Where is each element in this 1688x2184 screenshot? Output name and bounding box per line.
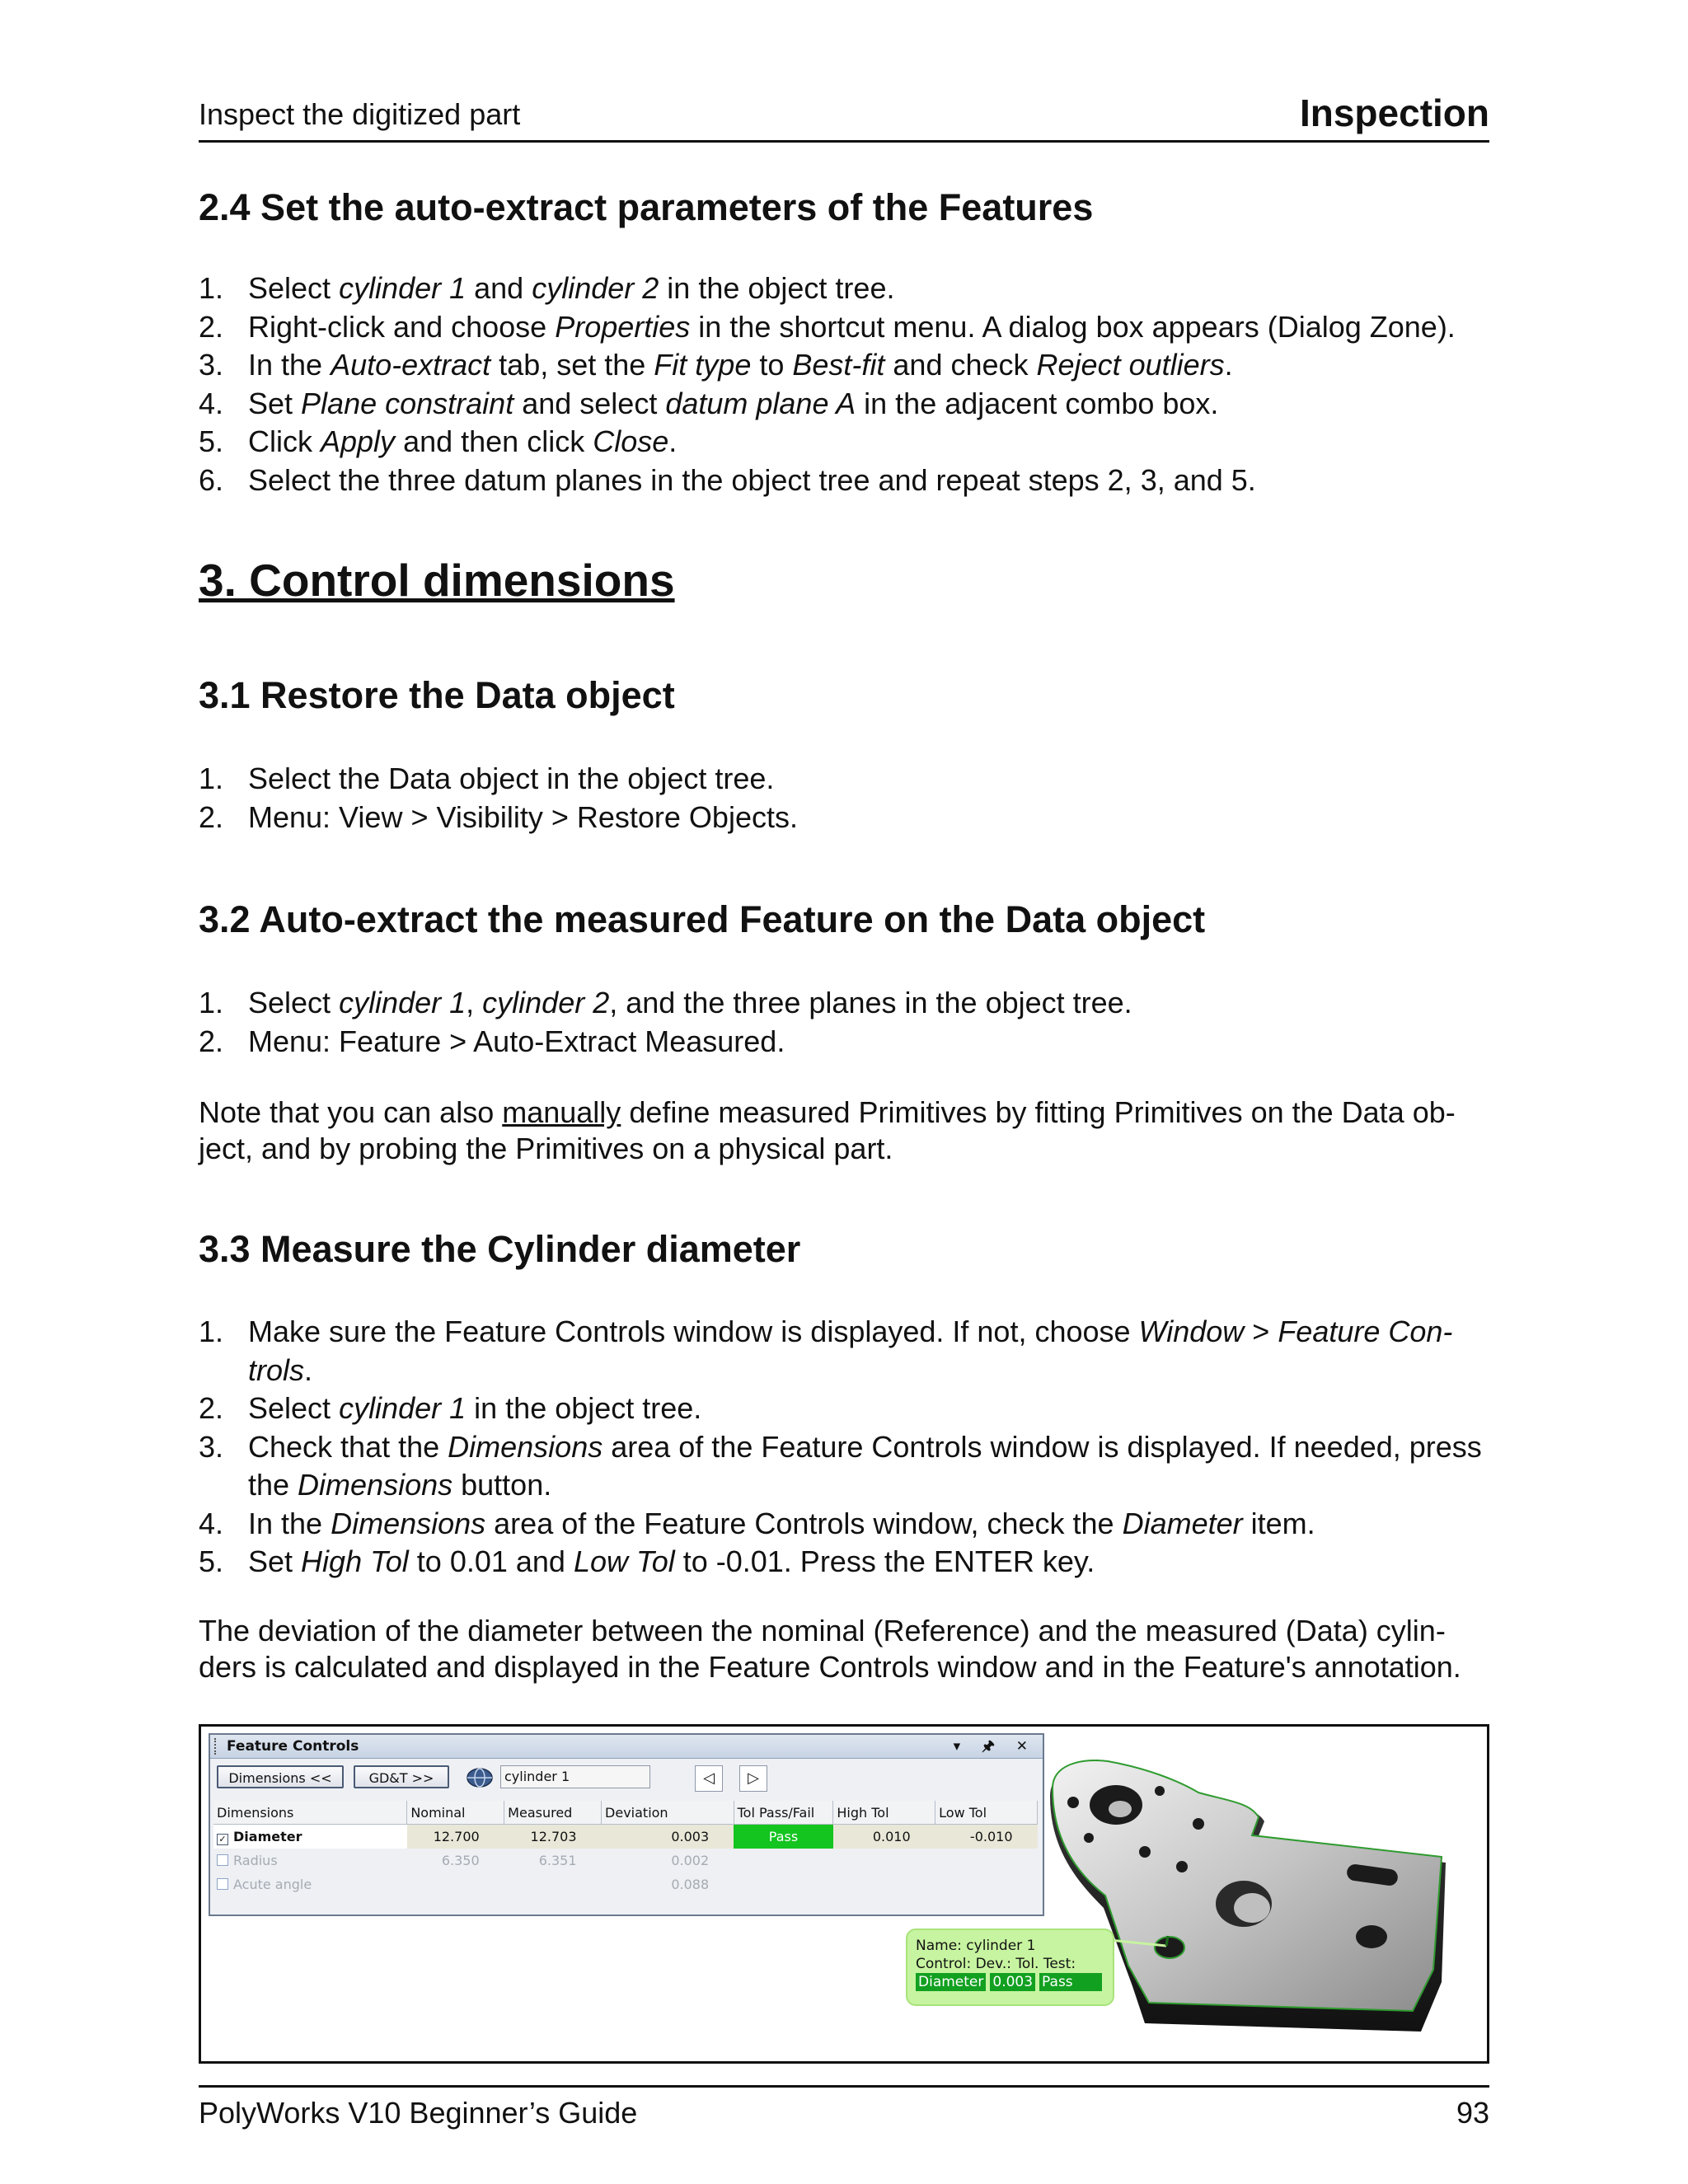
step-number: 2. [199,1024,224,1058]
step-number: 1. [199,271,224,305]
column-header[interactable]: Nominal [407,1801,504,1825]
annotation-dev-label: Dev.: [975,1956,1012,1972]
cylinder-icon[interactable] [466,1767,494,1788]
list-item: 3. In the Auto-extract tab, set the Fit type to Best-fit and check Reject outliers. [199,346,1489,385]
heading-3-3: 3.3 Measure the Cylinder diameter [199,1228,801,1270]
small-hole [1155,1786,1165,1796]
column-header[interactable]: Measured [504,1801,602,1825]
table-row[interactable] [213,1825,1038,1849]
list-item: 4. Set Plane constraint and select datum plane A in the adjacent combo box. [199,385,1489,424]
heading-3-1: 3.1 Restore the Data object [199,674,675,716]
small-hole [1193,1818,1204,1830]
gdt-button[interactable]: GD&T >> [354,1765,449,1788]
steps-3-1 [199,760,1489,837]
annotation-name-label: Name: [916,1938,962,1954]
annotation-control-label: Control: [916,1956,972,1972]
nominal-cell: 12.700 [407,1825,504,1849]
small-hole [1084,1833,1094,1843]
column-header[interactable]: Deviation [602,1801,734,1825]
object-name-field[interactable]: cylinder 1 [500,1765,650,1788]
steps-3-3 [199,1313,1489,1582]
small-hole [1176,1861,1188,1872]
pass-fail-cell: Pass [734,1825,833,1849]
previous-feature-button[interactable]: ◁ [695,1765,723,1792]
diameter-checkbox[interactable]: ✓ [217,1834,228,1845]
list-item: 1. Select cylinder 1, cylinder 2, and the three planes in the object tree. [199,984,1489,1023]
feature-annotation[interactable] [906,1929,1114,2006]
grip-icon[interactable] [214,1738,219,1755]
deviation-cell: 0.088 [671,1877,710,1892]
low-tol-cell[interactable] [935,1849,1038,1872]
table-row[interactable] [213,1872,1038,1896]
small-hole [1139,1846,1151,1858]
measured-cell: 12.703 [504,1825,602,1849]
annotation-control-value: Diameter [916,1973,986,1991]
list-item: 4. In the Dimensions area of the Feature Controls window, check the Diameter item. [199,1505,1489,1544]
table-row[interactable] [213,1849,1038,1872]
measured-cell: 6.351 [538,1853,577,1868]
annotation-dev-value: 0.003 [990,1973,1035,1991]
low-tol-cell[interactable]: -0.010 [935,1825,1038,1849]
row-name: Radius [233,1853,278,1868]
list-item: 2. Menu: View > Visibility > Restore Objects. [199,799,1489,837]
list-item: 1. Select the Data object in the object tree. [199,760,1489,799]
steps-2-4 [199,269,1489,499]
step-number: 1. [199,762,224,795]
list-item: 2. Select cylinder 1 in the object tree. [199,1390,1489,1428]
window-title: Feature Controls [227,1738,359,1755]
list-item: 6. Select the three datum planes in the object tree and repeat steps 2, 3, and 5. [199,462,1489,500]
small-hole [1067,1797,1079,1808]
high-tol-cell[interactable] [833,1872,935,1896]
dimensions-button[interactable]: Dimensions << [217,1765,344,1788]
annotation-arrow-icon [1166,1936,1168,1946]
step-number: 5. [199,424,224,458]
header-chapter-title: Inspection [1299,91,1489,134]
pass-fail-cell [734,1872,833,1896]
high-tol-cell[interactable]: 0.010 [833,1825,935,1849]
column-header[interactable]: Low Tol [935,1801,1038,1825]
low-tol-cell[interactable] [935,1872,1038,1896]
step-number: 3. [199,348,224,382]
page-header [199,89,1489,143]
nominal-cell [407,1872,504,1896]
list-item: 3. Check that the Dimensions area of the Feature Controls window is displayed. If needed, press the Dimensions button. [199,1429,1482,1502]
annotation-test-value: Pass [1039,1973,1102,1991]
step-number: 4. [199,386,224,420]
center-hole-inner [1234,1893,1270,1923]
deviation-paragraph: The deviation of the diameter between the nominal (Reference) and the measured (Data) cylin- ders is calculated and displayed in the Feature Controls window and in the Feature's annotation. [199,1614,1461,1684]
column-header[interactable]: Tol Pass/Fail [734,1801,833,1825]
list-item: 5. Click Apply and then click Close. [199,423,1489,462]
window-controls[interactable]: ▾ 🖈 ✕ [953,1738,1036,1755]
list-item: 5. Set High Tol to 0.01 and Low Tol to -0.01. Press the ENTER key. [199,1543,1489,1582]
step-number: 5. [199,1544,224,1578]
acute-angle-checkbox[interactable] [217,1878,228,1890]
bore-inner-step [1109,1801,1132,1817]
step-number: 1. [199,986,224,1019]
annotation-name-value: cylinder 1 [966,1938,1036,1954]
annotation-test-label: Tol. Test: [1015,1956,1076,1972]
page-footer [199,2085,1489,2130]
heading-3: 3. Control dimensions [199,555,675,606]
feature-controls-window [209,1733,1044,1916]
header-section-name: Inspect the digitized part [199,97,521,131]
footer-book-title: PolyWorks V10 Beginner’s Guide [199,2096,638,2130]
cylinder-1-hole [1155,1937,1184,1958]
hole [1356,1925,1387,1948]
deviation-cell: 0.002 [671,1853,710,1868]
list-item: 1. Select cylinder 1 and cylinder 2 in the object tree. [199,269,1489,308]
part-3d-view[interactable] [1046,1760,1475,2064]
list-item: 2. Menu: Feature > Auto-Extract Measured. [199,1023,1489,1062]
step-number: 3. [199,1429,224,1464]
toolbar [210,1759,1043,1795]
column-header[interactable]: Dimensions [213,1801,407,1825]
step-number: 2. [199,309,224,344]
feature-controls-figure [199,1724,1489,2064]
step-number: 1. [199,1315,224,1348]
deviation-cell: 0.003 [602,1825,734,1849]
row-name: Acute angle [233,1877,312,1892]
heading-3-2: 3.2 Auto-extract the measured Feature on the Data object [199,898,1206,940]
high-tol-cell[interactable] [833,1849,935,1872]
measured-cell [504,1872,602,1896]
page-number: 93 [1456,2096,1489,2130]
step-number: 2. [199,1391,224,1425]
dimensions-table [213,1801,1038,1896]
list-item: 2. Right-click and choose Properties in the shortcut menu. A dialog box appears (Dialog Zone). [199,308,1489,347]
radius-checkbox[interactable] [217,1854,228,1866]
window-title-bar [210,1735,1043,1759]
heading-2-4: 2.4 Set the auto-extract parameters of the Features [199,186,1094,228]
column-header[interactable]: High Tol [833,1801,935,1825]
nominal-cell: 6.350 [441,1853,480,1868]
note-paragraph: Note that you can also manually define measured Primitives by fitting Primitives on the Data ob- ject, and by probing the Primitives on a physical part. [199,1095,1456,1165]
next-feature-button[interactable]: ▷ [739,1765,767,1792]
step-number: 2. [199,799,224,834]
row-name: Diameter [233,1828,302,1844]
step-number: 6. [199,462,224,497]
list-item: 1. Make sure the Feature Controls window is displayed. If not, choose Window > Feature Con- trols. [199,1315,1453,1387]
step-number: 4. [199,1506,224,1540]
steps-3-2 [199,984,1489,1061]
table-header-row [213,1801,1038,1825]
pass-fail-cell [734,1849,833,1872]
